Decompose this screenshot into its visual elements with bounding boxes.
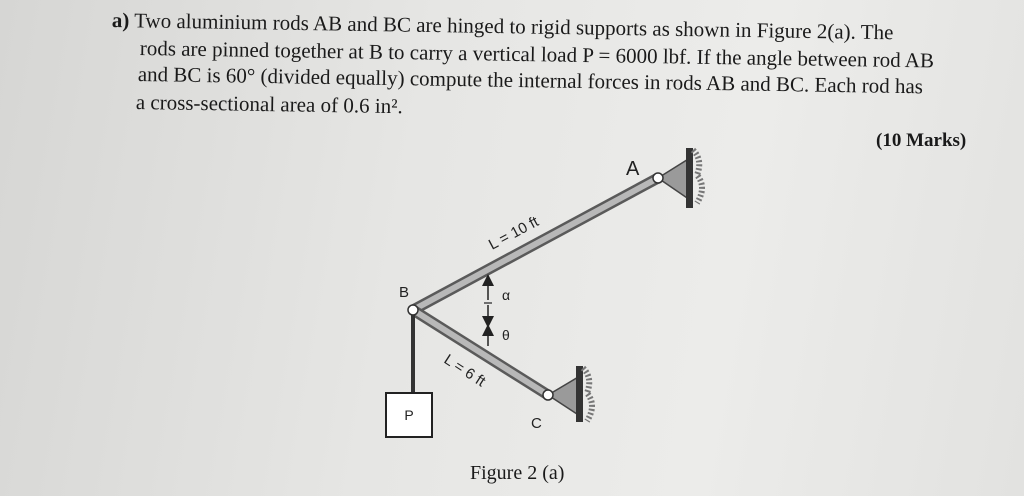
question-line-3: and BC is 60° (divided equally) compute the internal forces in rods AB and BC. Each rod has	[137, 62, 924, 99]
point-a-label: A	[626, 158, 640, 180]
pin-a	[653, 173, 663, 183]
support-a	[658, 148, 702, 208]
load-label: P	[404, 407, 414, 423]
support-c	[548, 366, 592, 422]
angle-theta-label: θ	[502, 327, 510, 343]
question-line-1: a) Two aluminium rods AB and BC are hinged to rigid supports as shown in Figure 2(a). The	[111, 8, 894, 45]
pin-b	[408, 305, 418, 315]
point-b-label: B	[399, 284, 410, 301]
pin-c	[543, 390, 553, 400]
angle-alpha-label: α	[502, 287, 511, 303]
rod-ab	[413, 178, 658, 310]
length-bc-label: L = 6 ft	[440, 351, 489, 391]
marks-label: (10 Marks)	[876, 130, 967, 151]
question-label: a)	[111, 8, 130, 33]
question-line-4: a cross-sectional area of 0.6 in².	[135, 90, 403, 119]
point-c-label: C	[531, 415, 542, 432]
angle-markers	[484, 280, 492, 346]
figure-caption: Figure 2 (a)	[470, 462, 565, 484]
length-ab-label: L = 10 ft	[485, 213, 542, 254]
question-line-2: rods are pinned together at B to carry a vertical load P = 6000 lbf. If the angle between rod AB	[139, 36, 935, 73]
